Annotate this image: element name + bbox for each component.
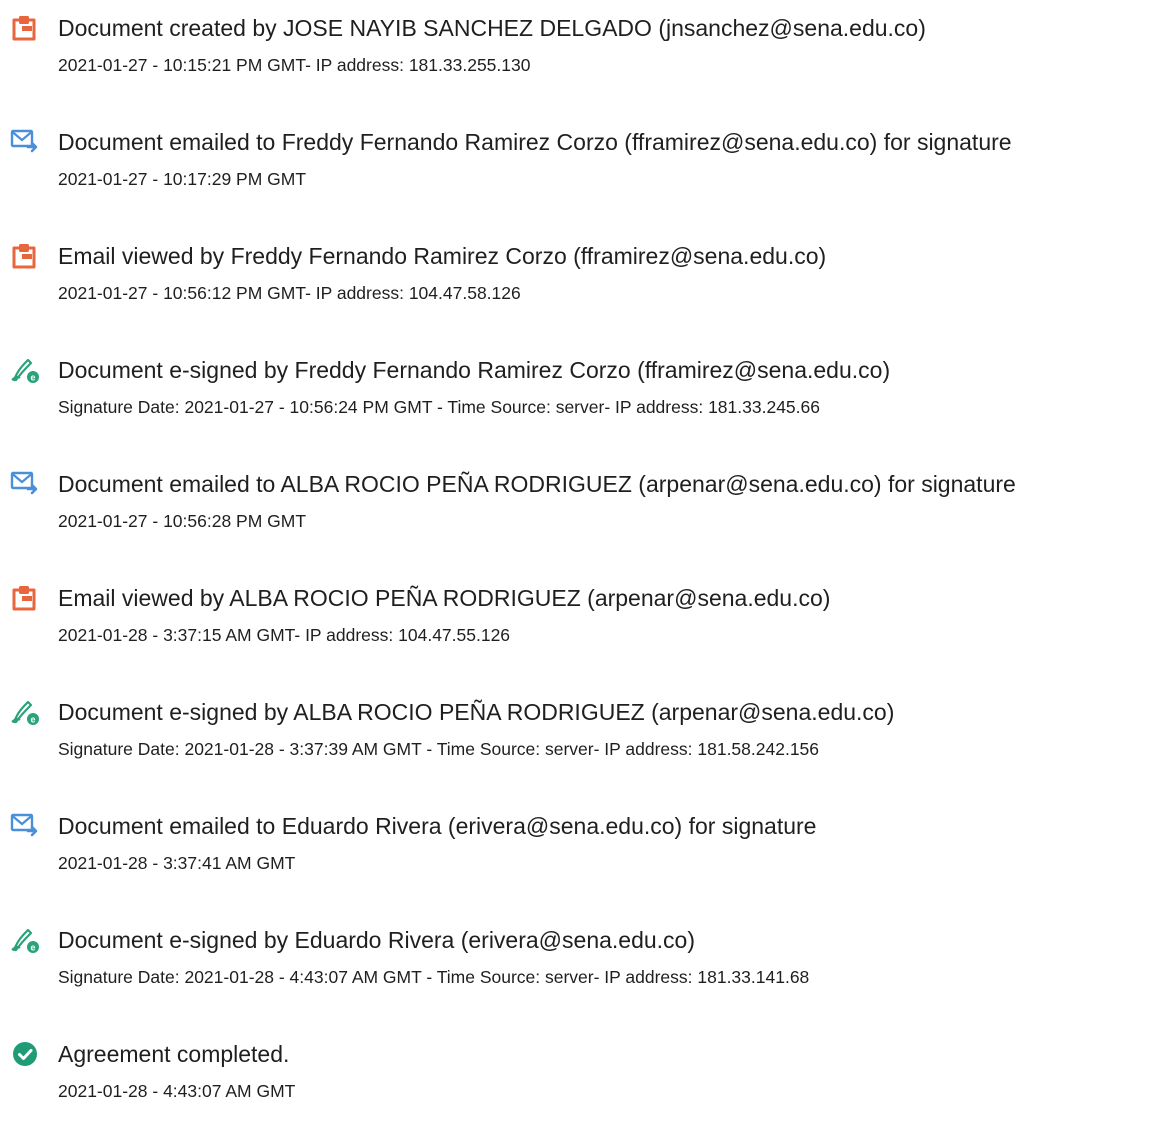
event-detail: 2021-01-27 - 10:17:29 PM GMT <box>58 169 307 189</box>
event-detail: Signature Date: 2021-01-27 - 10:56:24 PM GMT - Time Source: server- IP address: 181.33.245.66 <box>58 397 820 417</box>
event-title: Document e-signed by Eduardo Rivera (erivera@sena.edu.co) <box>58 927 696 953</box>
event-title: Document emailed to Freddy Fernando Ramirez Corzo (fframirez@sena.edu.co) for signature <box>58 129 1012 155</box>
email-sent-icon <box>10 128 40 156</box>
event-title: Document e-signed by ALBA ROCIO PEÑA RODRIGUEZ (arpenar@sena.edu.co) <box>58 699 895 725</box>
audit-event-viewed <box>0 242 1173 342</box>
audit-event-viewed <box>0 584 1173 684</box>
event-title: Email viewed by Freddy Fernando Ramirez Corzo (fframirez@sena.edu.co) <box>58 243 827 269</box>
event-title: Document emailed to ALBA ROCIO PEÑA RODRIGUEZ (arpenar@sena.edu.co) for signature <box>58 471 1016 497</box>
audit-event-created <box>0 14 1173 114</box>
audit-event-signed <box>0 698 1173 798</box>
e-sign-icon <box>10 926 40 954</box>
e-sign-icon <box>10 698 40 726</box>
event-detail: 2021-01-28 - 3:37:15 AM GMT- IP address: 104.47.55.126 <box>58 625 511 645</box>
event-title: Document created by JOSE NAYIB SANCHEZ DELGADO (jnsanchez@sena.edu.co) <box>58 15 926 41</box>
audit-event-signed <box>0 926 1173 1026</box>
email-viewed-icon <box>10 584 40 612</box>
event-detail: 2021-01-27 - 10:56:12 PM GMT- IP address: 104.47.58.126 <box>58 283 521 303</box>
audit-event-completed <box>0 1040 1173 1140</box>
audit-event-signed <box>0 356 1173 456</box>
event-title: Document e-signed by Freddy Fernando Ramirez Corzo (fframirez@sena.edu.co) <box>58 357 891 383</box>
svg-text:e: e <box>30 372 36 383</box>
email-sent-icon <box>10 812 40 840</box>
event-detail: 2021-01-27 - 10:15:21 PM GMT- IP address: 181.33.255.130 <box>58 55 531 75</box>
email-viewed-icon <box>10 242 40 270</box>
event-detail: 2021-01-28 - 4:43:07 AM GMT <box>58 1081 296 1101</box>
event-detail: Signature Date: 2021-01-28 - 3:37:39 AM GMT - Time Source: server- IP address: 181.58.242.156 <box>58 739 820 759</box>
audit-event-emailed <box>0 128 1173 228</box>
svg-text:e: e <box>30 942 36 953</box>
svg-text:e: e <box>30 714 36 725</box>
event-title: Email viewed by ALBA ROCIO PEÑA RODRIGUEZ (arpenar@sena.edu.co) <box>58 585 831 611</box>
event-detail: 2021-01-28 - 3:37:41 AM GMT <box>58 853 296 873</box>
audit-event-emailed <box>0 812 1173 912</box>
document-created-icon <box>10 14 40 42</box>
check-circle-icon <box>10 1040 40 1068</box>
email-sent-icon <box>10 470 40 498</box>
event-detail: 2021-01-27 - 10:56:28 PM GMT <box>58 511 307 531</box>
event-title: Agreement completed. <box>58 1041 290 1067</box>
event-title: Document emailed to Eduardo Rivera (erivera@sena.edu.co) for signature <box>58 813 817 839</box>
event-detail: Signature Date: 2021-01-28 - 4:43:07 AM GMT - Time Source: server- IP address: 181.33.141.68 <box>58 967 810 987</box>
audit-event-emailed <box>0 470 1173 570</box>
e-sign-icon <box>10 356 40 384</box>
